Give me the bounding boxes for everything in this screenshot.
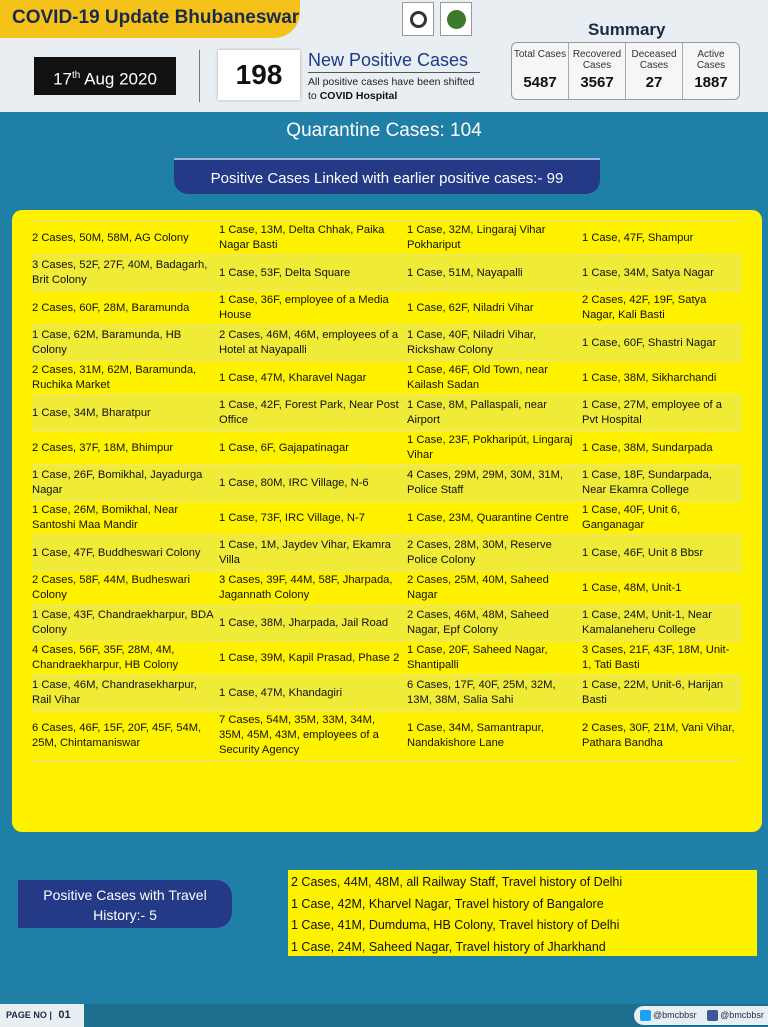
table-row xyxy=(32,361,742,396)
date-suffix: th xyxy=(72,70,81,81)
summary-deceased xyxy=(626,43,683,99)
table-cell: 1 Case, 62M, Baramunda, HB Colony xyxy=(32,329,182,356)
table-cell: 1 Case, 38M, Sikharchandi xyxy=(582,371,717,384)
table-row xyxy=(32,536,742,571)
table-row xyxy=(32,326,742,361)
table-row xyxy=(32,431,742,466)
table-cell: 1 Case, 43F, Chandraekharpur, BDA Colony xyxy=(32,609,213,636)
new-cases-note-2 xyxy=(308,90,397,102)
table-cell: 1 Case, 48M, Unit-1 xyxy=(582,581,682,594)
summary-title: Summary xyxy=(588,20,666,39)
page-value: 01 xyxy=(58,1009,71,1021)
table-cell: 6 Cases, 46F, 15F, 20F, 45F, 54M, 25M, Chintamaniswar xyxy=(32,721,202,749)
table-cell: 2 Cases, 42F, 19F, Satya Nagar, Kali Basti xyxy=(582,294,707,321)
linked-cases-panel xyxy=(12,210,762,832)
date-badge xyxy=(34,57,176,95)
table-cell: 1 Case, 62F, Niladri Vihar xyxy=(407,301,534,314)
table-cell: 2 Cases, 46M, 46M, employees of a Hotel at Nayapalli xyxy=(219,329,399,356)
table-cell: 2 Cases, 31M, 62M, Baramunda, Ruchika Market xyxy=(32,364,197,391)
summary-value: 1887 xyxy=(694,74,728,91)
table-cell: 2 Cases, 37F, 18M, Bhimpur xyxy=(32,441,174,454)
table-cell: 2 Cases, 28M, 30M, Reserve Police Colony xyxy=(407,539,552,566)
table-row xyxy=(32,256,742,291)
divider xyxy=(199,50,200,102)
summary-label: Recovered Cases xyxy=(572,49,622,71)
bmc-logo-icon xyxy=(440,2,472,36)
table-cell: 1 Case, 26M, Bomikhal, Near Santoshi Maa Mandir xyxy=(32,504,179,531)
table-row xyxy=(32,466,742,501)
list-item: 2 Cases, 44M, 48M, all Railway Staff, Travel history of Delhi xyxy=(291,875,623,889)
page-label: PAGE NO xyxy=(6,1010,47,1020)
note-bold: COVID Hospital xyxy=(319,90,398,102)
table-cell: 1 Case, 34M, Bharatpur xyxy=(32,406,151,419)
summary-box xyxy=(511,42,740,100)
table-cell: 3 Cases, 39F, 44M, 58F, Jharpada, Jagannath Colony xyxy=(219,574,393,601)
new-cases-count: 198 xyxy=(218,50,300,100)
table-cell: 1 Case, 8M, Pallaspali, near Airport xyxy=(407,399,547,426)
table-cell: 1 Case, 34M, Satya Nagar xyxy=(582,266,714,279)
table-row xyxy=(32,221,742,256)
table-cell: 1 Case, 46M, Chandrasekharpur, Rail Vihar xyxy=(32,679,197,706)
table-cell: 1 Case, 51M, Nayapalli xyxy=(407,266,523,279)
table-cell: 3 Cases, 21F, 43F, 18M, Unit-1, Tati Basti xyxy=(582,644,730,671)
table-cell: 1 Case, 80M, IRC Village, N-6 xyxy=(219,476,369,489)
table-cell: 1 Case, 46F, Unit 8 Bbsr xyxy=(582,546,704,559)
twitter-icon[interactable] xyxy=(640,1010,651,1021)
table-cell: 1 Case, 6F, Gajapatinagar xyxy=(219,441,349,454)
table-cell: 1 Case, 47F, Buddheswari Colony xyxy=(32,546,201,559)
table-cell: 1 Case, 47F, Shampur xyxy=(582,231,694,244)
table-cell: 1 Case, 22M, Unit-6, Harijan Basti xyxy=(582,679,724,706)
list-item: 1 Case, 42M, Kharvel Nagar, Travel history of Bangalore xyxy=(291,896,604,911)
summary-label: Deceased Cases xyxy=(631,49,677,71)
summary-label: Active Cases xyxy=(696,49,726,71)
table-cell: 4 Cases, 29M, 29M, 30M, 31M, Police Staff xyxy=(407,469,564,496)
quarantine-cases: Quarantine Cases: 104 xyxy=(286,120,482,141)
odisha-govt-logo-icon xyxy=(402,2,434,36)
table-cell: 2 Cases, 50M, 58M, AG Colony xyxy=(32,231,189,244)
linked-cases-table xyxy=(32,220,742,761)
table-cell: 3 Cases, 52F, 27F, 40M, Badagarh, Brit Colony xyxy=(32,259,208,286)
table-cell: 2 Cases, 30F, 21M, Vani Vihar, Pathara Bandha xyxy=(582,721,735,749)
table-row xyxy=(32,676,742,711)
table-cell: 1 Case, 47M, Kharavel Nagar xyxy=(219,371,367,384)
table-cell: 1 Case, 38M, Sundarpada xyxy=(582,441,713,454)
table-cell: 1 Case, 13M, Delta Chhak, Paika Nagar Basti xyxy=(219,224,385,251)
summary-active xyxy=(683,43,739,99)
divider xyxy=(308,72,480,73)
title-banner xyxy=(0,0,300,38)
table-cell: 1 Case, 27M, employee of a Pvt Hospital xyxy=(582,399,722,426)
page-title: COVID-19 Update Bhubaneswar xyxy=(12,7,300,28)
list-item: 1 Case, 41M, Dumduma, HB Colony, Travel history of Delhi xyxy=(291,918,620,932)
table-cell: 1 Case, 23F, Pokharipút, Lingaraj Vihar xyxy=(407,434,573,461)
table-cell: 2 Cases, 46M, 48M, Saheed Nagar, Epf Colony xyxy=(407,609,549,636)
table-cell: 1 Case, 20F, Saheed Nagar, Shantipalli xyxy=(407,644,548,671)
summary-recovered xyxy=(569,43,626,99)
table-cell: 1 Case, 36F, employee of a Media House xyxy=(219,294,389,321)
table-cell: 1 Case, 38M, Jharpada, Jail Road xyxy=(219,616,389,629)
table-cell: 1 Case, 53F, Delta Square xyxy=(219,266,351,279)
table-cell: 1 Case, 40F, Unit 6, Ganganagar xyxy=(582,504,681,531)
social-handles xyxy=(634,1006,768,1025)
table-cell: 1 Case, 60F, Shastri Nagar xyxy=(582,336,717,349)
table-cell: 1 Case, 42F, Forest Park, Near Post Office xyxy=(219,399,399,426)
header xyxy=(0,0,768,112)
table-cell: 1 Case, 26F, Bomikhal, Jayadurga Nagar xyxy=(32,469,203,496)
table-cell: 1 Case, 18F, Sundarpada, Near Ekamra College xyxy=(582,469,712,496)
table-cell: 1 Case, 47M, Khandagiri xyxy=(219,686,343,699)
summary-total xyxy=(512,43,569,99)
summary-value: 27 xyxy=(645,74,663,91)
table-cell: 1 Case, 40F, Niladri Vihar, Rickshaw Colony xyxy=(407,329,537,356)
table-cell: 2 Cases, 25M, 40M, Saheed Nagar xyxy=(407,574,549,601)
table-row xyxy=(32,641,742,676)
travel-cases-list xyxy=(288,870,757,956)
table-row xyxy=(32,571,742,606)
list-item: 1 Case, 24M, Saheed Nagar, Travel history of Jharkhand xyxy=(291,939,606,954)
table-cell: 2 Cases, 58F, 44M, Budheswari Colony xyxy=(32,574,190,601)
table-cell: 1 Case, 39M, Kapil Prasad, Phase 2 xyxy=(219,651,400,664)
facebook-icon[interactable] xyxy=(707,1010,718,1021)
table-cell: 1 Case, 46F, Old Town, near Kailash Sadan xyxy=(407,364,548,391)
table-row xyxy=(32,291,742,326)
table-cell: 2 Cases, 60F, 28M, Baramunda xyxy=(32,301,190,314)
new-cases-note: All positive cases have been shifted xyxy=(308,76,475,88)
table-cell: 4 Cases, 56F, 35F, 28M, 4M, Chandraekharpur, HB Colony xyxy=(32,644,179,671)
summary-value: 3567 xyxy=(580,74,614,91)
table-cell: 1 Case, 32M, Lingaraj Vihar Pokhariput xyxy=(407,224,546,251)
table-cell: 7 Cases, 54M, 35M, 33M, 34M, 35M, 45M, 43M, employees of a Security Agency xyxy=(219,714,379,756)
travel-cases-heading: Positive Cases with Travel History:- 5 xyxy=(18,880,232,928)
table-cell: 1 Case, 1M, Jaydev Vihar, Ekamra Villa xyxy=(219,539,392,566)
page-number: PAGE NO | 01 xyxy=(0,1004,84,1027)
note-prefix: to xyxy=(308,90,320,102)
table-cell: 1 Case, 73F, IRC Village, N-7 xyxy=(219,511,365,524)
new-cases-label: New Positive Cases xyxy=(308,50,469,70)
table-row xyxy=(32,501,742,536)
linked-cases-heading: Positive Cases Linked with earlier positive cases:- 99 xyxy=(174,158,600,194)
table-row xyxy=(32,606,742,641)
table-cell: 6 Cases, 17F, 40F, 25M, 32M, 13M, 38M, Salia Sahi xyxy=(407,679,556,706)
twitter-handle[interactable]: @bmcbbsr xyxy=(653,1010,697,1020)
table-cell: 1 Case, 23M, Quarantine Centre xyxy=(407,511,569,524)
summary-label: Total Cases xyxy=(513,49,567,60)
facebook-handle[interactable]: @bmcbbsr xyxy=(720,1010,764,1020)
date-rest: Aug 2020 xyxy=(80,69,157,89)
date-day: 17 xyxy=(53,69,72,89)
table-row xyxy=(32,396,742,431)
table-cell: 1 Case, 34M, Samantrapur, Nandakishore Lane xyxy=(407,721,544,749)
table-cell: 1 Case, 24M, Unit-1, Near Kamalaneheru College xyxy=(582,609,712,636)
summary-value: 5487 xyxy=(523,74,557,91)
table-row xyxy=(32,711,742,761)
